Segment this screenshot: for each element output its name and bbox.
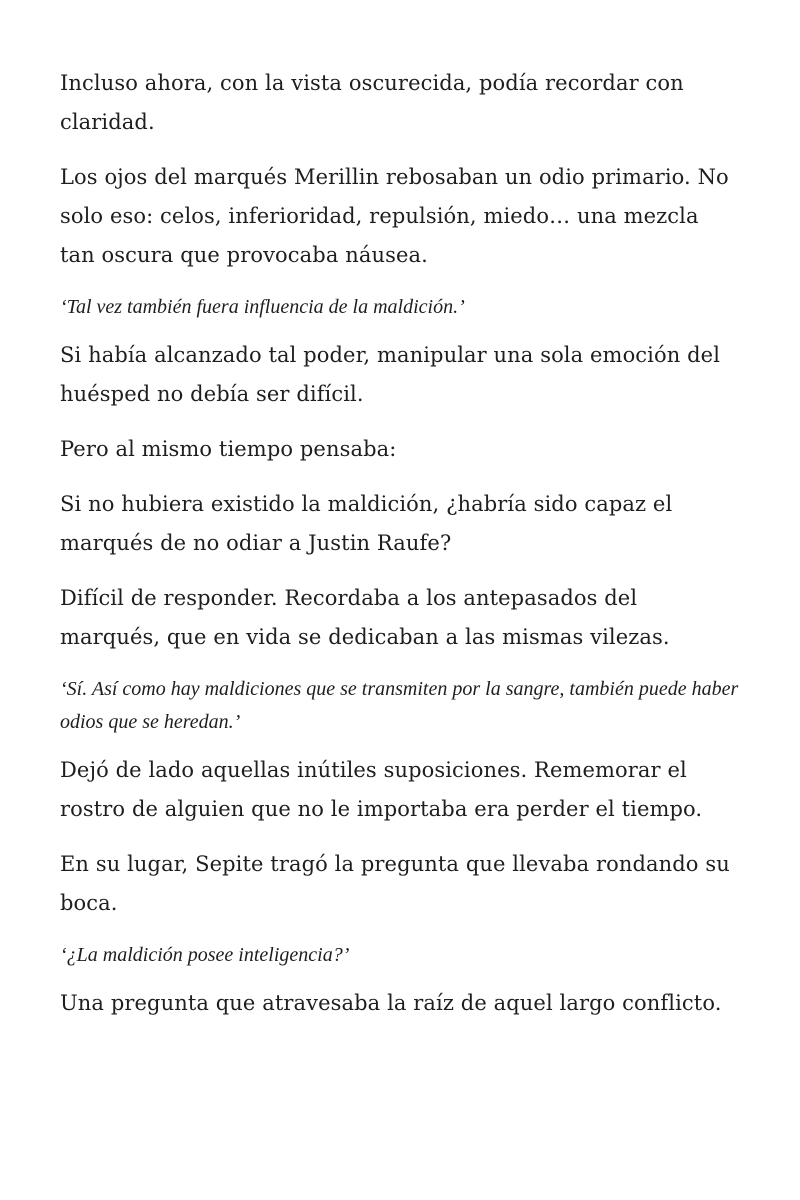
paragraph: Difícil de responder. Recordaba a los antepasados del marqués, que en vida se dedicaban a las mismas vilezas. xyxy=(60,586,670,649)
reading-page xyxy=(60,64,744,1039)
paragraph: Pero al mismo tiempo pensaba: xyxy=(60,437,397,461)
inner-thought: ‘Tal vez también fuera influencia de la maldición.’ xyxy=(60,296,465,318)
inner-thought: ‘¿La maldición posee inteligencia?’ xyxy=(60,944,350,966)
paragraph: Los ojos del marqués Merillin rebosaban un odio primario. No solo eso: celos, inferioridad, repulsión, miedo… una mezcla tan oscura que provocaba náusea. xyxy=(60,165,736,267)
paragraph: Dejó de lado aquellas inútiles suposiciones. Rememorar el rostro de alguien que no le importaba era perder el tiempo. xyxy=(60,758,703,821)
paragraph: Una pregunta que atravesaba la raíz de aquel largo conflicto. xyxy=(60,991,722,1015)
paragraph: Si había alcanzado tal poder, manipular una sola emoción del huésped no debía ser difícil. xyxy=(60,343,727,406)
paragraph: En su lugar, Sepite tragó la pregunta que llevaba rondando su boca. xyxy=(60,852,737,915)
paragraph: Si no hubiera existido la maldición, ¿habría sido capaz el marqués de no odiar a Justin Raufe? xyxy=(60,492,680,555)
inner-thought: ‘Sí. Así como hay maldiciones que se transmiten por la sangre, también puede haber odios que se heredan.’ xyxy=(60,678,744,733)
paragraph: Incluso ahora, con la vista oscurecida, podía recordar con claridad. xyxy=(60,71,691,134)
